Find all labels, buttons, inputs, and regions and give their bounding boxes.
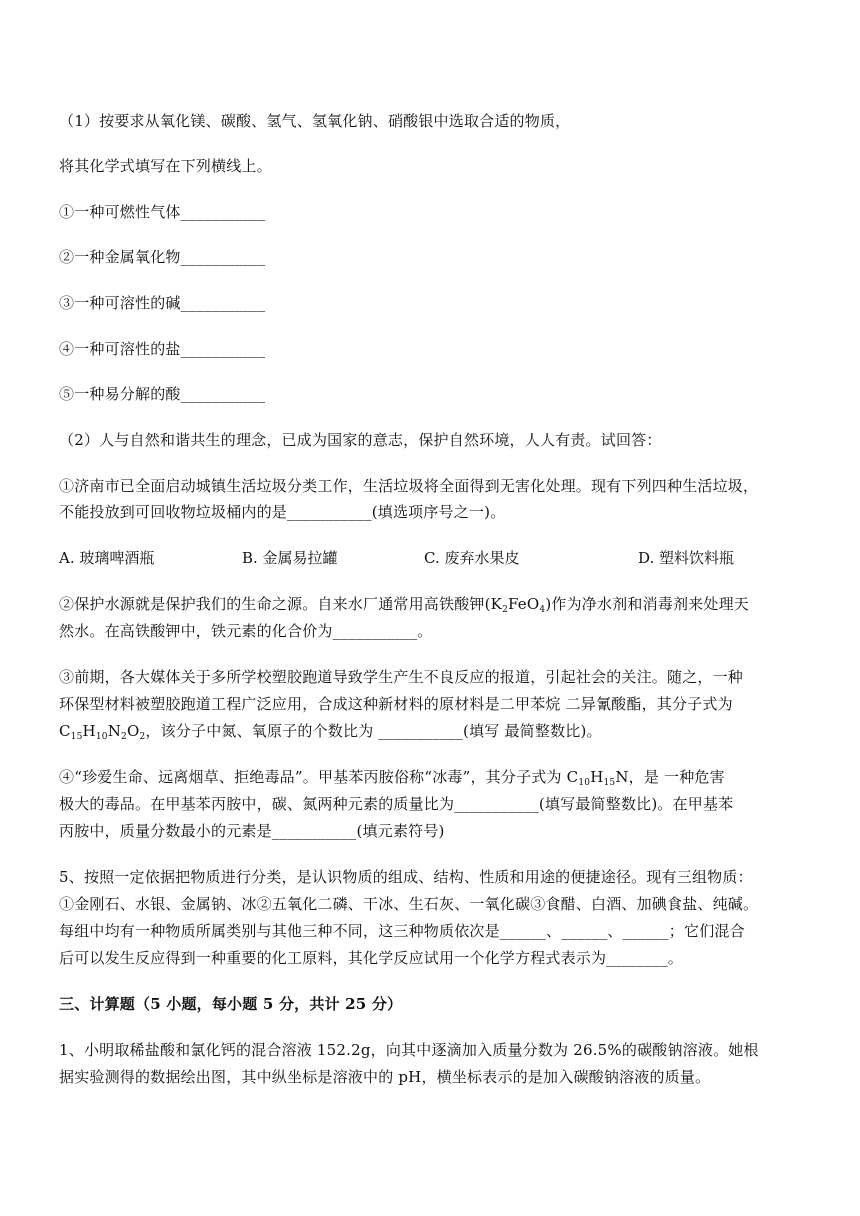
q1-intro: （1）按要求从氧化镁、碳酸、氢气、氢氧化钠、硝酸银中选取合适的物质， <box>59 112 571 130</box>
q5-line-2: ①金刚石、水银、金属钠、冰②五氧化二磷、干冰、生石灰、一氧化碳③食醋、白酒、加碘食盐、纯碱。 <box>59 895 759 913</box>
option-a: A. 玻璃啤酒瓶 <box>59 549 155 567</box>
option-c: C. 废弃水果皮 <box>424 549 520 567</box>
q2-p1-line-2: 不能投放到可回收物垃圾桶内的是___________(填选项序号之一)。 <box>59 503 506 521</box>
calc1-line-2: 据实验测得的数据绘出图，其中纵坐标是溶液中的 pH，横坐标表示的是加入碳酸钠溶液的质量。 <box>59 1068 711 1086</box>
section-3-heading: 三、计算题（5 小题，每小题 5 分，共计 25 分） <box>59 995 403 1013</box>
q1-item-1: ①一种可燃性气体___________ <box>59 203 266 221</box>
q2-p3-line-3: $C_{15}H_{10}N_2O_2$，该分子中氮、氧原子的个数比为 ___________(填写 最简整数比)。 <box>59 722 602 742</box>
q1-item-4: ④一种可溶性的盐___________ <box>59 340 266 358</box>
q5-line-3: 每组中均有一种物质所属类别与其他三种不同，这三种物质依次是______、______、______；它们混合 <box>59 922 745 940</box>
q2-p4-line-1: ④“珍爱生命、远离烟草、拒绝毒品”。甲基苯丙胺俗称“冰毒”，其分子式为 $C_{10}H_{15}N$，是 一种危害 <box>59 768 725 788</box>
q1-item-3: ③一种可溶性的碱___________ <box>59 294 266 312</box>
calc1-line-1: 1、小明取稀盐酸和氯化钙的混合溶液 152.2g，向其中逐滴加入质量分数为 26.5%的碳酸钠溶液。她根 <box>59 1041 759 1059</box>
q2-p1-line-1: ①济南市已全面启动城镇生活垃圾分类工作，生活垃圾将全面得到无害化处理。现有下列四种生活垃圾， <box>59 477 759 495</box>
q2-p3-line-2: 环保型材料被塑胶跑道工程广泛应用，合成这种新材料的原材料是二甲苯烷 二异氰酸酯，其分子式为 <box>59 695 733 713</box>
q2-p2-line-1: ②保护水源就是保护我们的生命之源。自来水厂通常用高铁酸钾$(K_2FeO_4)$作为净水剂和消毒剂来处理天 <box>59 595 749 615</box>
q1-intro-2: 将其化学式填写在下列横线上。 <box>59 157 272 175</box>
q2-p3-line-1: ③前期，各大媒体关于多所学校塑胶跑道导致学生产生不良反应的报道，引起社会的关注。随之，一种 <box>59 668 744 686</box>
option-d: D. 塑料饮料瓶 <box>638 549 735 567</box>
q2-p4-line-2: 极大的毒品。在甲基苯丙胺中，碳、氮两种元素的质量比为___________(填写最简整数比)。在甲基苯 <box>59 795 734 813</box>
q2-p4-line-3: 丙胺中，质量分数最小的元素是___________(填元素符号) <box>59 822 445 840</box>
q2-intro: （2）人与自然和谐共生的理念，已成为国家的意志，保护自然环境，人人有责。试回答： <box>59 431 662 449</box>
option-b: B. 金属易拉罐 <box>242 549 338 567</box>
q1-item-2: ②一种金属氧化物___________ <box>59 248 266 266</box>
q5-line-1: 5、按照一定依据把物质进行分类，是认识物质的组成、结构、性质和用途的便捷途径。现有三组物质： <box>59 868 753 886</box>
q1-item-5: ⑤一种易分解的酸___________ <box>59 385 266 403</box>
q2-p2-line-2: 然水。在高铁酸钾中，铁元素的化合价为___________。 <box>59 622 433 640</box>
q5-line-4: 后可以发生反应得到一种重要的化工原料，其化学反应试用一个化学方程式表示为________。 <box>59 949 684 967</box>
